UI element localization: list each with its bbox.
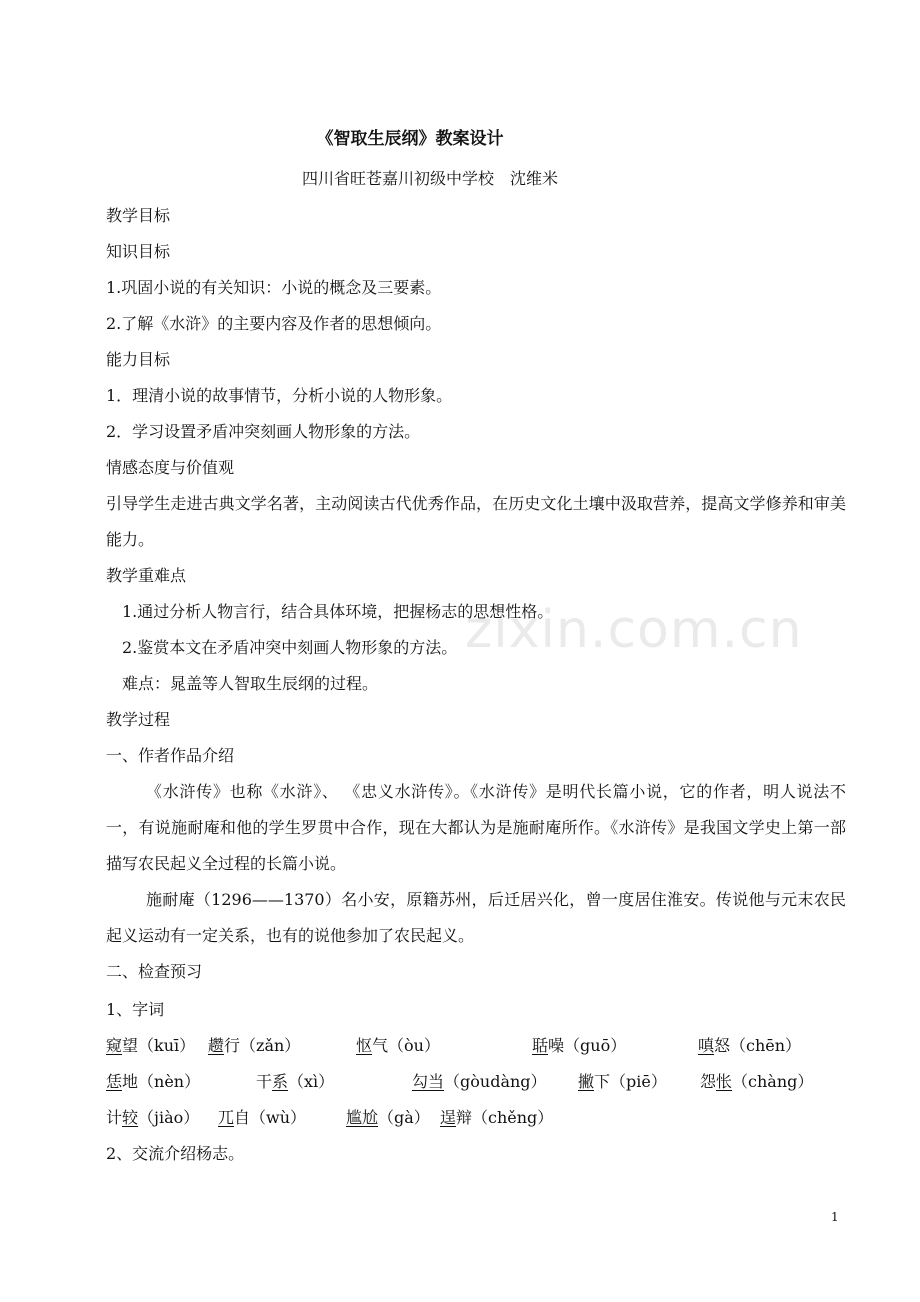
vocab-item: 尴尬（gà）	[346, 1108, 430, 1127]
document-title: 《智取生辰纲》教案设计	[316, 129, 504, 149]
vocab-item: 勾当（gòudàng）	[412, 1072, 547, 1091]
page-number: 1	[831, 1210, 839, 1224]
vocab-item: 撇下（piē）	[578, 1072, 667, 1091]
vocab-item: 兀自（wù）	[218, 1108, 307, 1127]
knowledge-item-2: 2.了解《水浒》的主要内容及作者的思想倾向。	[106, 314, 442, 333]
vocab-heading: 1、字词	[106, 1000, 165, 1019]
objectives-heading: 教学目标	[106, 206, 171, 225]
process-heading: 教学过程	[106, 710, 171, 729]
vocab-item: 嗔怒（chēn）	[698, 1036, 802, 1055]
emotion-heading: 情感态度与价值观	[106, 458, 235, 477]
knowledge-heading: 知识目标	[106, 242, 171, 261]
step1-paragraph-1: 《水浒传》也称《水浒》、 《忠义水浒传》。《水浒传》是明代长篇小说，它的作者，明人说法不一，有说施耐庵和他的学生罗贯中合作，现在大都认为是施耐庵所作。《水浒传》是我国文学史上第一部描写农民起义全过程的长篇小说。	[106, 782, 846, 873]
vocab-item: 计较（jiào）	[106, 1108, 200, 1127]
vocab-item: 怄气（òu）	[356, 1036, 440, 1055]
difficulty-point: 难点：晁盖等人智取生辰纲的过程。	[122, 674, 379, 693]
step2-heading: 二、检查预习	[106, 962, 203, 981]
ability-item-1: 1．理清小说的故事情节，分析小说的人物形象。	[106, 386, 453, 405]
vocab-item: 窥望（kuī）	[106, 1036, 196, 1055]
key-point-2: 2.鉴赏本文在矛盾冲突中刻画人物形象的方法。	[122, 638, 458, 657]
emotion-paragraph: 引导学生走进古典文学名著，主动阅读古代优秀作品，在历史文化土壤中汲取营养，提高文学修养和审美能力。	[106, 494, 846, 549]
share-heading: 2、交流介绍杨志。	[106, 1144, 245, 1163]
author-line: 四川省旺苍嘉川初级中学校 沈维米	[301, 169, 558, 188]
ability-heading: 能力目标	[106, 350, 171, 369]
knowledge-item-1: 1.巩固小说的有关知识：小说的概念及三要素。	[106, 278, 442, 297]
vocab-item: 趱行（zǎn）	[208, 1036, 301, 1055]
ability-item-2: 2．学习设置矛盾冲突刻画人物形象的方法。	[106, 422, 421, 441]
watermark: zixin.com.cn	[465, 600, 803, 660]
vocab-item: 怨怅（chàng）	[700, 1072, 814, 1091]
vocab-item: 逞辩（chěng）	[440, 1108, 554, 1127]
step1-heading: 一、作者作品介绍	[106, 746, 235, 765]
vocab-item: 干系（xì）	[256, 1072, 335, 1091]
key-point-1: 1.通过分析人物言行，结合具体环境，把握杨志的思想性格。	[122, 602, 554, 621]
step1-paragraph-2: 施耐庵（1296——1370）名小安，原籍苏州，后迁居兴化，曾一度居住淮安。传说他与元末农民起义运动有一定关系，也有的说他参加了农民起义。	[106, 890, 846, 945]
key-points-heading: 教学重难点	[106, 566, 187, 585]
vocab-item: 聒噪（guō）	[532, 1036, 627, 1055]
vocab-item: 恁地（nèn）	[106, 1072, 201, 1091]
